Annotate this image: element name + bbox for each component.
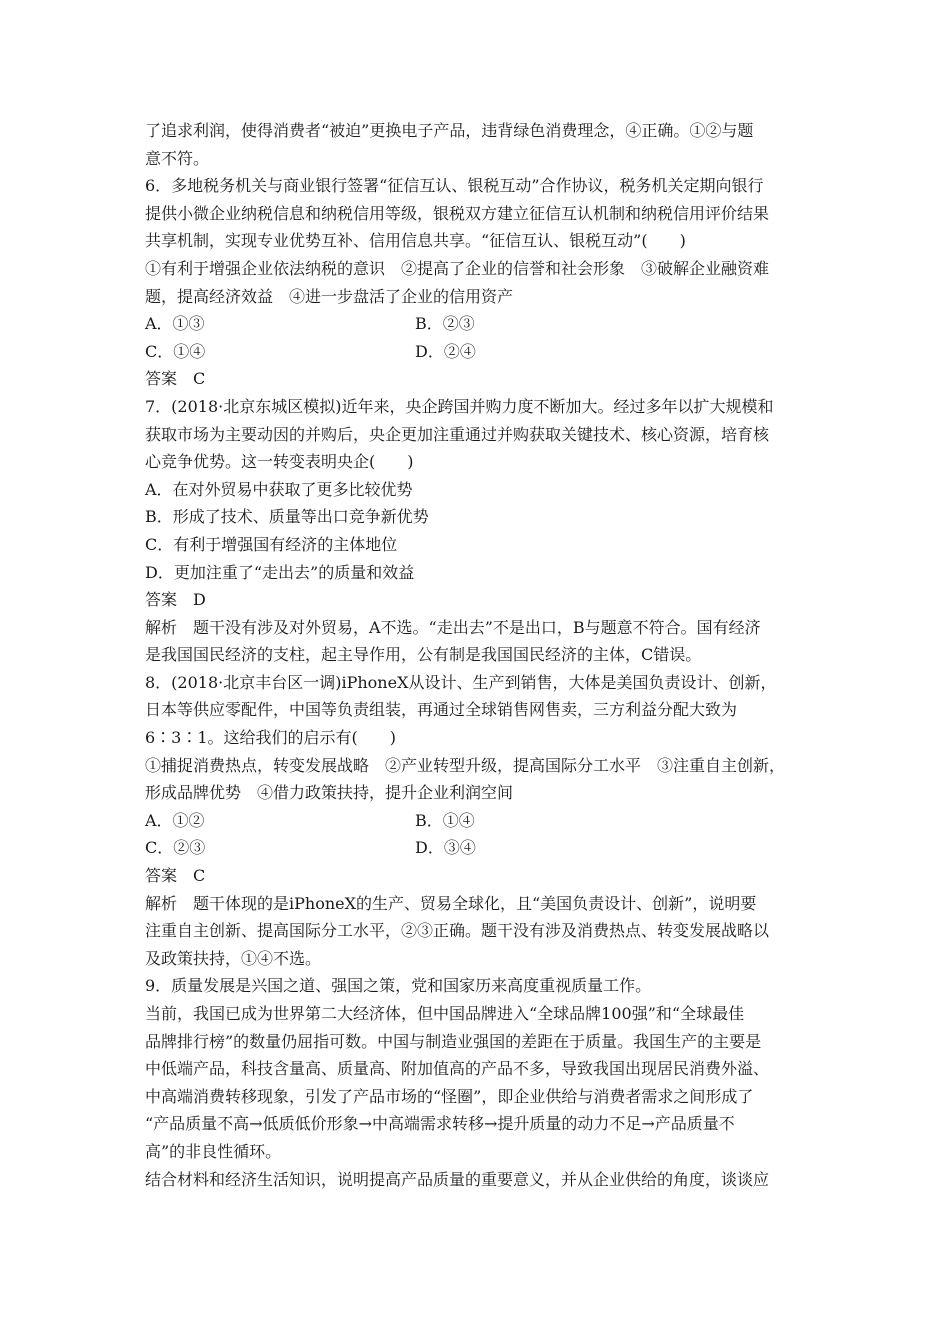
question-9-stem: 9．质量发展是兴国之道、强国之策，党和国家历来高度重视质量工作。	[145, 976, 652, 996]
option-a: A．在对外贸易中获取了更多比较优势	[145, 479, 413, 499]
text-line: 是我国国民经济的支柱，起主导作用，公有制是我国国民经济的主体，C错误。	[145, 645, 702, 665]
text-line: 意不符。	[145, 148, 210, 168]
question-8-stem: 8．(2018·北京丰台区一调)iPhoneX从设计、生产到销售，大体是美国负责设计、创新，	[145, 672, 777, 692]
text-line: 提供小微企业纳税信息和纳税信用等级，银税双方建立征信互认机制和纳税信用评价结果	[145, 203, 770, 223]
text-line: 共享机制，实现专业优势互补、信用信息共享。“征信互认、银税互动”( )	[145, 231, 686, 251]
text-line: “产品质量不高→低质低价形象→中高端需求转移→提升质量的动力不足→产品质量不	[145, 1114, 735, 1134]
question-8-statements: ①捕捉消费热点，转变发展战略 ②产业转型升级，提高国际分工水平 ③注重自主创新，	[145, 755, 786, 775]
question-6-statements: ①有利于增强企业依法纳税的意识 ②提高了企业的信誉和社会形象 ③破解企业融资难	[145, 258, 770, 278]
question-7-answer: 答案 D	[145, 590, 206, 610]
question-9-prompt: 结合材料和经济生活知识，说明提高产品质量的重要意义，并从企业供给的角度，谈谈应	[145, 1169, 770, 1189]
text-line: 形成品牌优势 ④借力政策扶持，提升企业利润空间	[145, 783, 514, 803]
option-d: D．③④	[415, 838, 476, 858]
text-line: 及政策扶持，①④不选。	[145, 948, 322, 968]
option-d: D．更加注重了“走出去”的质量和效益	[145, 562, 415, 582]
text-line: 心竞争优势。这一转变表明央企( )	[145, 452, 414, 472]
question-8-answer: 答案 C	[145, 866, 206, 886]
option-a: A．①③	[145, 314, 205, 334]
text-line: 中低端产品，科技含量高、质量高、附加值高的产品不多，导致我国出现居民消费外溢、	[145, 1059, 770, 1079]
option-a: A．①②	[145, 810, 205, 830]
question-8-options-row	[145, 807, 815, 835]
document-page	[145, 117, 815, 1193]
text-line: 注重自主创新、提高国际分工水平，②③正确。题干没有涉及消费热点、转变发展战略以	[145, 921, 770, 941]
option-c: C．②③	[145, 838, 206, 858]
question-8-options-row	[145, 834, 815, 862]
text-line: 日本等供应零配件，中国等负责组装，再通过全球销售网售卖，三方利益分配大致为	[145, 700, 738, 720]
text-line: 品牌排行榜”的数量仍屈指可数。中国与制造业强国的差距在于质量。我国生产的主要是	[145, 1031, 762, 1051]
question-9-material: 当前，我国已成为世界第二大经济体，但中国品牌进入“全球品牌100强”和“全球最佳	[145, 1004, 745, 1023]
option-b: B．②③	[415, 314, 475, 334]
text-line: 获取市场为主要动因的并购后，央企更加注重通过并购获取关键技术、核心资源，培育核	[145, 424, 770, 444]
option-b: B．①④	[415, 810, 475, 830]
text-line: 了追求利润，使得消费者“被迫”更换电子产品，违背绿色消费理念，④正确。①②与题	[145, 121, 754, 140]
question-6-options-row	[145, 338, 815, 366]
question-7-stem: 7．(2018·北京东城区模拟)近年来，央企跨国并购力度不断加大。经过多年以扩大规模和	[145, 396, 774, 416]
question-7-analysis: 解析 题干没有涉及对外贸易，A不选。“走出去”不是出口，B与题意不符合。国有经济	[145, 617, 761, 637]
question-6-stem: 6．多地税务机关与商业银行签署“征信互认、银税互动”合作协议，税务机关定期向银行	[145, 176, 764, 196]
question-6-options-row	[145, 310, 815, 338]
question-6-answer: 答案 C	[145, 369, 206, 389]
text-line: 中高端消费转移现象，引发了产品市场的“怪圈”，即企业供给与消费者需求之间形成了	[145, 1086, 754, 1106]
text-line: 高”的非良性循环。	[145, 1141, 282, 1161]
option-c: C．①④	[145, 341, 206, 361]
text-line: 题，提高经济效益 ④进一步盘活了企业的信用资产	[145, 286, 514, 306]
question-8-analysis: 解析 题干体现的是iPhoneX的生产、贸易全球化，且“美国负责设计、创新”，说明要	[145, 893, 757, 913]
option-d: D．②④	[415, 341, 476, 361]
option-c: C．有利于增强国有经济的主体地位	[145, 534, 398, 554]
option-b: B．形成了技术、质量等出口竞争新优势	[145, 507, 429, 527]
text-line: 6∶3∶1。这给我们的启示有( )	[145, 728, 397, 748]
